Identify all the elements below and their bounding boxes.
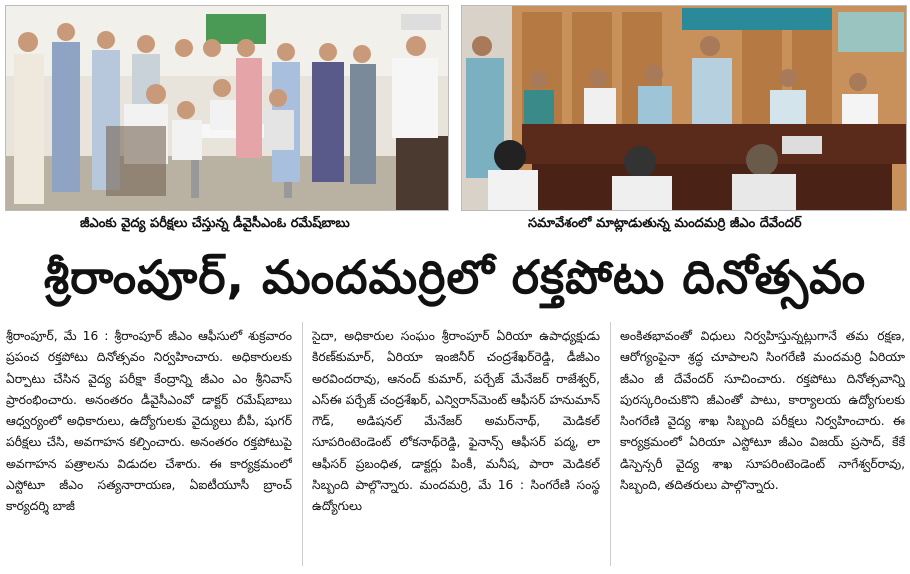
- article-column-2: [312, 326, 600, 570]
- photo-caption-left: జీఎంకు వైద్య పరీక్షలు చేస్తున్న డీవైసీఎంఓ రమేష్‌బాబు: [80, 216, 350, 231]
- column-divider: [610, 322, 611, 566]
- article-text: సైదా, అధికారుల సంఘం శ్రీరాంపూర్ ఏరియా ఉపాధ్యక్షుడు కిరణ్‌కుమార్, ఏరియా ఇంజినీర్ చంద్రశేఖర్‌రెడ్డి, డీజీఎం అరవిందరావు, ఆనంద్ కుమార్, పర్చేజ్ మేనేజర్ రాజేశ్వర్, ఎస్ఈ పర్చేజ్ చంద్రశేఖర్, ఎన్విరాన్‌మెంట్ ఆఫీసర్ హనుమాన్ గౌడ్, అడిషనల్ మేనేజర్ అమర్‌నాథ్, మెడికల్ సూపరింటెండెంట్ లోకనాథ్‌రెడ్డి, ఫైనాన్స్ ఆఫీసర్ పద్మ, లా ఆఫీసర్ ప్రబంధిత, డాక్టర్లు పింకీ, మనీష, పారా మెడికల్ సిబ్బంది పాల్గొన్నారు. మందమర్రి, మే 16 : సింగరేణి సంస్థ ఉద్యోగులు: [312, 329, 600, 514]
- photo-medical-camp: [5, 5, 449, 211]
- article-column-3: [620, 326, 905, 570]
- column-divider: [302, 322, 303, 566]
- headline: శ్రీరాంపూర్, మందమర్రిలో రక్తపోటు దినోత్సవం: [43, 250, 867, 304]
- photo-caption-right: సమావేశంలో మాట్లాడుతున్న మందమర్రి జీఎం దేవేందర్: [528, 216, 802, 231]
- photo-medical-camp-image: [6, 6, 448, 210]
- article-text: శ్రీరాంపూర్, మే 16 : శ్రీరాంపూర్ జీఎం ఆఫీసులో శుక్రవారం ప్రపంచ రక్తపోటు దినోత్సవం నిర్వహించారు. అధికారులకు ఏర్పాటు చేసిన వైద్య పరీక్షా కేంద్రాన్ని జీఎం ఎం శ్రీనివాస్ ప్రారంభించారు. అనంతరం డీవైసీఎంవో డాక్టర్ రమేష్‌బాబు ఆధ్వర్యంలో అధికారులు, ఉద్యోగులకు వైద్యులు బీపీ, షుగర్ పరీక్షలు చేసి, అవగాహన కల్పించారు. అనంతరం రక్తపోటుపై అవగాహన పత్రాలను విడుదల చేశారు. ఈ కార్యక్రమంలో ఎస్టోటూ జీఎం సత్యనారాయణ, ఏఐటీయూసీ బ్రాంచ్ కార్యదర్శి బాజీ: [6, 329, 292, 514]
- article-column-1: [6, 326, 292, 570]
- article-text: అంకితభావంతో విధులు నిర్వహిస్తున్నట్లుగానే తమ రక్షణ, ఆరోగ్యంపైనా శ్రద్ధ చూపాలని సింగరేణి మందమర్రి ఏరియా జీఎం జీ దేవేందర్ సూచించారు. రక్తపోటు దినోత్సవాన్ని పురస్కరించుకొని జీఎంతో పాటు, కార్యాలయ ఉద్యోగులకు సింగరేణి వైద్య శాఖ సిబ్బంది పరీక్షలు నిర్వహించారు. ఈ కార్యక్రమంలో ఏరియా ఎస్టోటూ జీఎం విజయ్ ప్రసాద్, కేకే డిస్పెన్సరీ వైద్య శాఖ సూపరింటెండెంట్ నాగేశ్వర్‌రావు, సిబ్బంది, తదితరులు పాల్గొన్నారు.: [620, 329, 905, 493]
- photo-meeting-image: [462, 6, 906, 210]
- photo-meeting: [461, 5, 907, 211]
